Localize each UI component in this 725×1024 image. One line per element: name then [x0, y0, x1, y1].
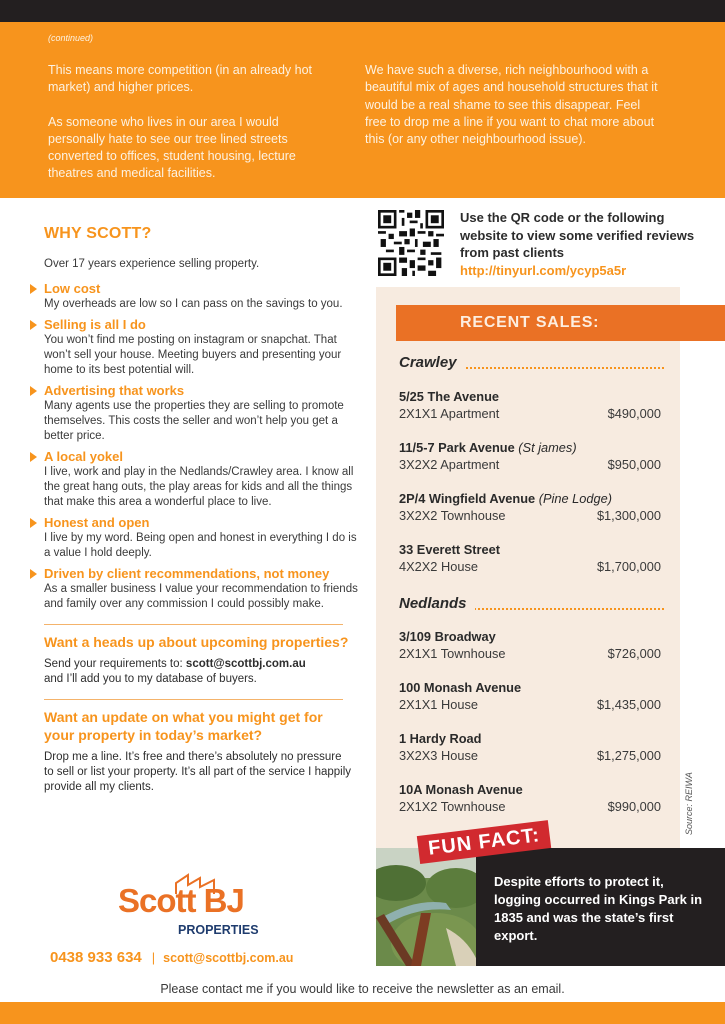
reason-title: A local yokel	[44, 449, 123, 464]
contact-email-link[interactable]: scott@scottbj.com.au	[163, 951, 294, 965]
source-credit: Source: REIWA	[684, 772, 694, 835]
triangle-bullet-icon	[30, 569, 37, 579]
reason-title: Selling is all I do	[44, 317, 146, 332]
sale-price: $990,000	[607, 799, 661, 814]
fun-fact-text: Despite efforts to protect it, logging occurred in Kings Park in 1835 and was the state’s first export.	[494, 874, 703, 943]
contact-line	[50, 949, 293, 967]
heads-up-suffix: and I’ll add you to my database of buyers.	[44, 673, 257, 685]
suburb-heading-nedlands	[399, 595, 664, 615]
sale-address: 33 Everett Street	[399, 542, 501, 557]
sale-address: 5/25 The Avenue	[399, 389, 500, 404]
section-divider	[44, 699, 343, 700]
sale-type: 3X2X2 Apartment	[399, 457, 500, 472]
heads-up-prefix: Send your requirements to:	[44, 658, 186, 670]
heads-up-email-link[interactable]: scott@scottbj.com.au	[185, 658, 306, 670]
intro-banner	[0, 22, 725, 198]
triangle-bullet-icon	[30, 518, 37, 528]
continued-label: (continued)	[48, 33, 94, 43]
banner-left-column	[48, 62, 338, 200]
reason-item	[30, 449, 360, 510]
kings-park-photo	[376, 848, 476, 966]
sale-item	[399, 781, 661, 815]
reason-body: My overheads are low so I can pass on the savings to you.	[44, 298, 343, 310]
triangle-bullet-icon	[30, 320, 37, 330]
sale-address: 3/109 Broadway	[399, 629, 496, 644]
sale-item	[399, 628, 661, 662]
sale-type: 2X1X2 Townhouse	[399, 799, 506, 814]
reason-body: As a smaller business I value your recommendation to friends and family over any commission I could possibly make.	[44, 583, 358, 610]
experience-intro: Over 17 years experience selling property.	[44, 258, 260, 270]
sale-type: 3X2X2 Townhouse	[399, 508, 506, 523]
sale-price: $1,700,000	[596, 559, 661, 574]
suburb-name: Crawley	[399, 354, 465, 371]
reason-body: You won’t find me posting on instagram or snapchat. That won’t sell your house. Meeting buyers and presenting your home to its best potential will.	[44, 334, 342, 376]
triangle-bullet-icon	[30, 284, 37, 294]
sale-price: $1,435,000	[596, 697, 661, 712]
sale-type: 4X2X2 House	[399, 559, 478, 574]
reviews-link[interactable]: http://tinyurl.com/ycyp5a5r	[460, 262, 627, 278]
reason-item	[30, 566, 360, 612]
sale-price: $950,000	[607, 457, 661, 472]
reason-item	[30, 317, 360, 378]
sale-type: 2X1X1 House	[399, 697, 478, 712]
phone-number[interactable]: 0438 933 634	[50, 949, 142, 966]
banner-paragraph: This means more competition (in an already hot market) and higher prices.	[48, 63, 313, 95]
banner-paragraph: As someone who lives in our area I would personally hate to see our tree lined streets converted to offices, student housing, lecture theatres and medical facilities.	[48, 114, 296, 181]
sale-address: 1 Hardy Road	[399, 731, 482, 746]
why-scott-column	[30, 224, 360, 795]
newsletter-footnote: Please contact me if you would like to receive the newsletter as an email.	[160, 982, 565, 996]
reviews-text	[460, 209, 700, 279]
sale-item	[399, 490, 661, 524]
why-scott-heading: WHY SCOTT?	[44, 225, 152, 242]
reason-item	[30, 383, 360, 444]
treetop-walkway-image	[376, 848, 476, 966]
sale-type: 2X1X1 Apartment	[399, 406, 500, 421]
market-update-body: Drop me a line. It’s free and there’s absolutely no pressure to sell or list your property. It’s all part of the service I happily provide all my clients.	[44, 751, 352, 793]
sale-price: $1,275,000	[596, 748, 661, 763]
contact-separator: |	[151, 950, 156, 965]
heads-up-heading: Want a heads up about upcoming properties?	[44, 634, 349, 650]
sale-building-name: (St james)	[518, 440, 577, 455]
banner-right-column	[365, 62, 665, 165]
sale-item	[399, 388, 661, 422]
sale-item	[399, 679, 661, 713]
sale-price: $1,300,000	[596, 508, 661, 523]
reason-body: I live by my word. Being open and honest in everything I do is a value I hold deeply.	[44, 532, 357, 559]
sale-item	[399, 439, 661, 473]
logo-subtitle: PROPERTIES	[178, 923, 259, 937]
triangle-bullet-icon	[30, 386, 37, 396]
triangle-bullet-icon	[30, 452, 37, 462]
scott-bj-logo	[118, 873, 278, 943]
reviews-description: Use the QR code or the following website to view some verified reviews from past clients	[460, 210, 695, 260]
sale-address: 2P/4 Wingfield Avenue	[399, 491, 536, 506]
reason-title: Low cost	[44, 281, 101, 296]
top-bar	[0, 0, 725, 22]
sale-address: 100 Monash Avenue	[399, 680, 522, 695]
reason-title: Honest and open	[44, 515, 150, 530]
reason-item	[30, 281, 360, 312]
sale-address: 11/5-7 Park Avenue	[399, 440, 515, 455]
reason-body: Many agents use the properties they are selling to promote themselves. This costs the seller and won’t help you get a better price.	[44, 400, 344, 442]
suburb-name: Nedlands	[399, 595, 475, 612]
reason-body: I live, work and play in the Nedlands/Crawley area. I know all the great hang outs, the play areas for kids and all the things that make this area a wonderful place to live.	[44, 466, 354, 508]
recent-sales-header: RECENT SALES:	[396, 305, 725, 341]
section-divider	[44, 624, 343, 625]
sale-price: $726,000	[607, 646, 661, 661]
sale-price: $490,000	[607, 406, 661, 421]
market-update-heading: Want an update on what you might get for your property in today’s market?	[44, 709, 323, 743]
qr-code-icon[interactable]	[378, 210, 444, 276]
banner-paragraph: We have such a diverse, rich neighbourhood with a beautiful mix of ages and household structures that it would be a real shame to see this disappear. Feel free to drop me a line if you want to chat more about this (or any other neighbourhood issue).	[365, 63, 658, 147]
logo-wordmark: Scott BJ	[118, 882, 244, 919]
fun-fact-badge: FUN FACT:	[417, 820, 552, 864]
reason-title: Advertising that works	[44, 383, 185, 398]
sale-type: 2X1X1 Townhouse	[399, 646, 506, 661]
sale-address: 10A Monash Avenue	[399, 782, 523, 797]
sale-item	[399, 730, 661, 764]
reason-item	[30, 515, 360, 561]
sale-building-name: (Pine Lodge)	[538, 491, 613, 506]
heads-up-body	[44, 657, 354, 687]
suburb-heading-crawley	[399, 354, 664, 374]
reasons-list	[30, 281, 360, 612]
sale-type: 3X2X3 House	[399, 748, 478, 763]
reason-title: Driven by client recommendations, not money	[44, 566, 330, 581]
sale-item	[399, 541, 661, 575]
bottom-bar	[0, 1002, 725, 1024]
